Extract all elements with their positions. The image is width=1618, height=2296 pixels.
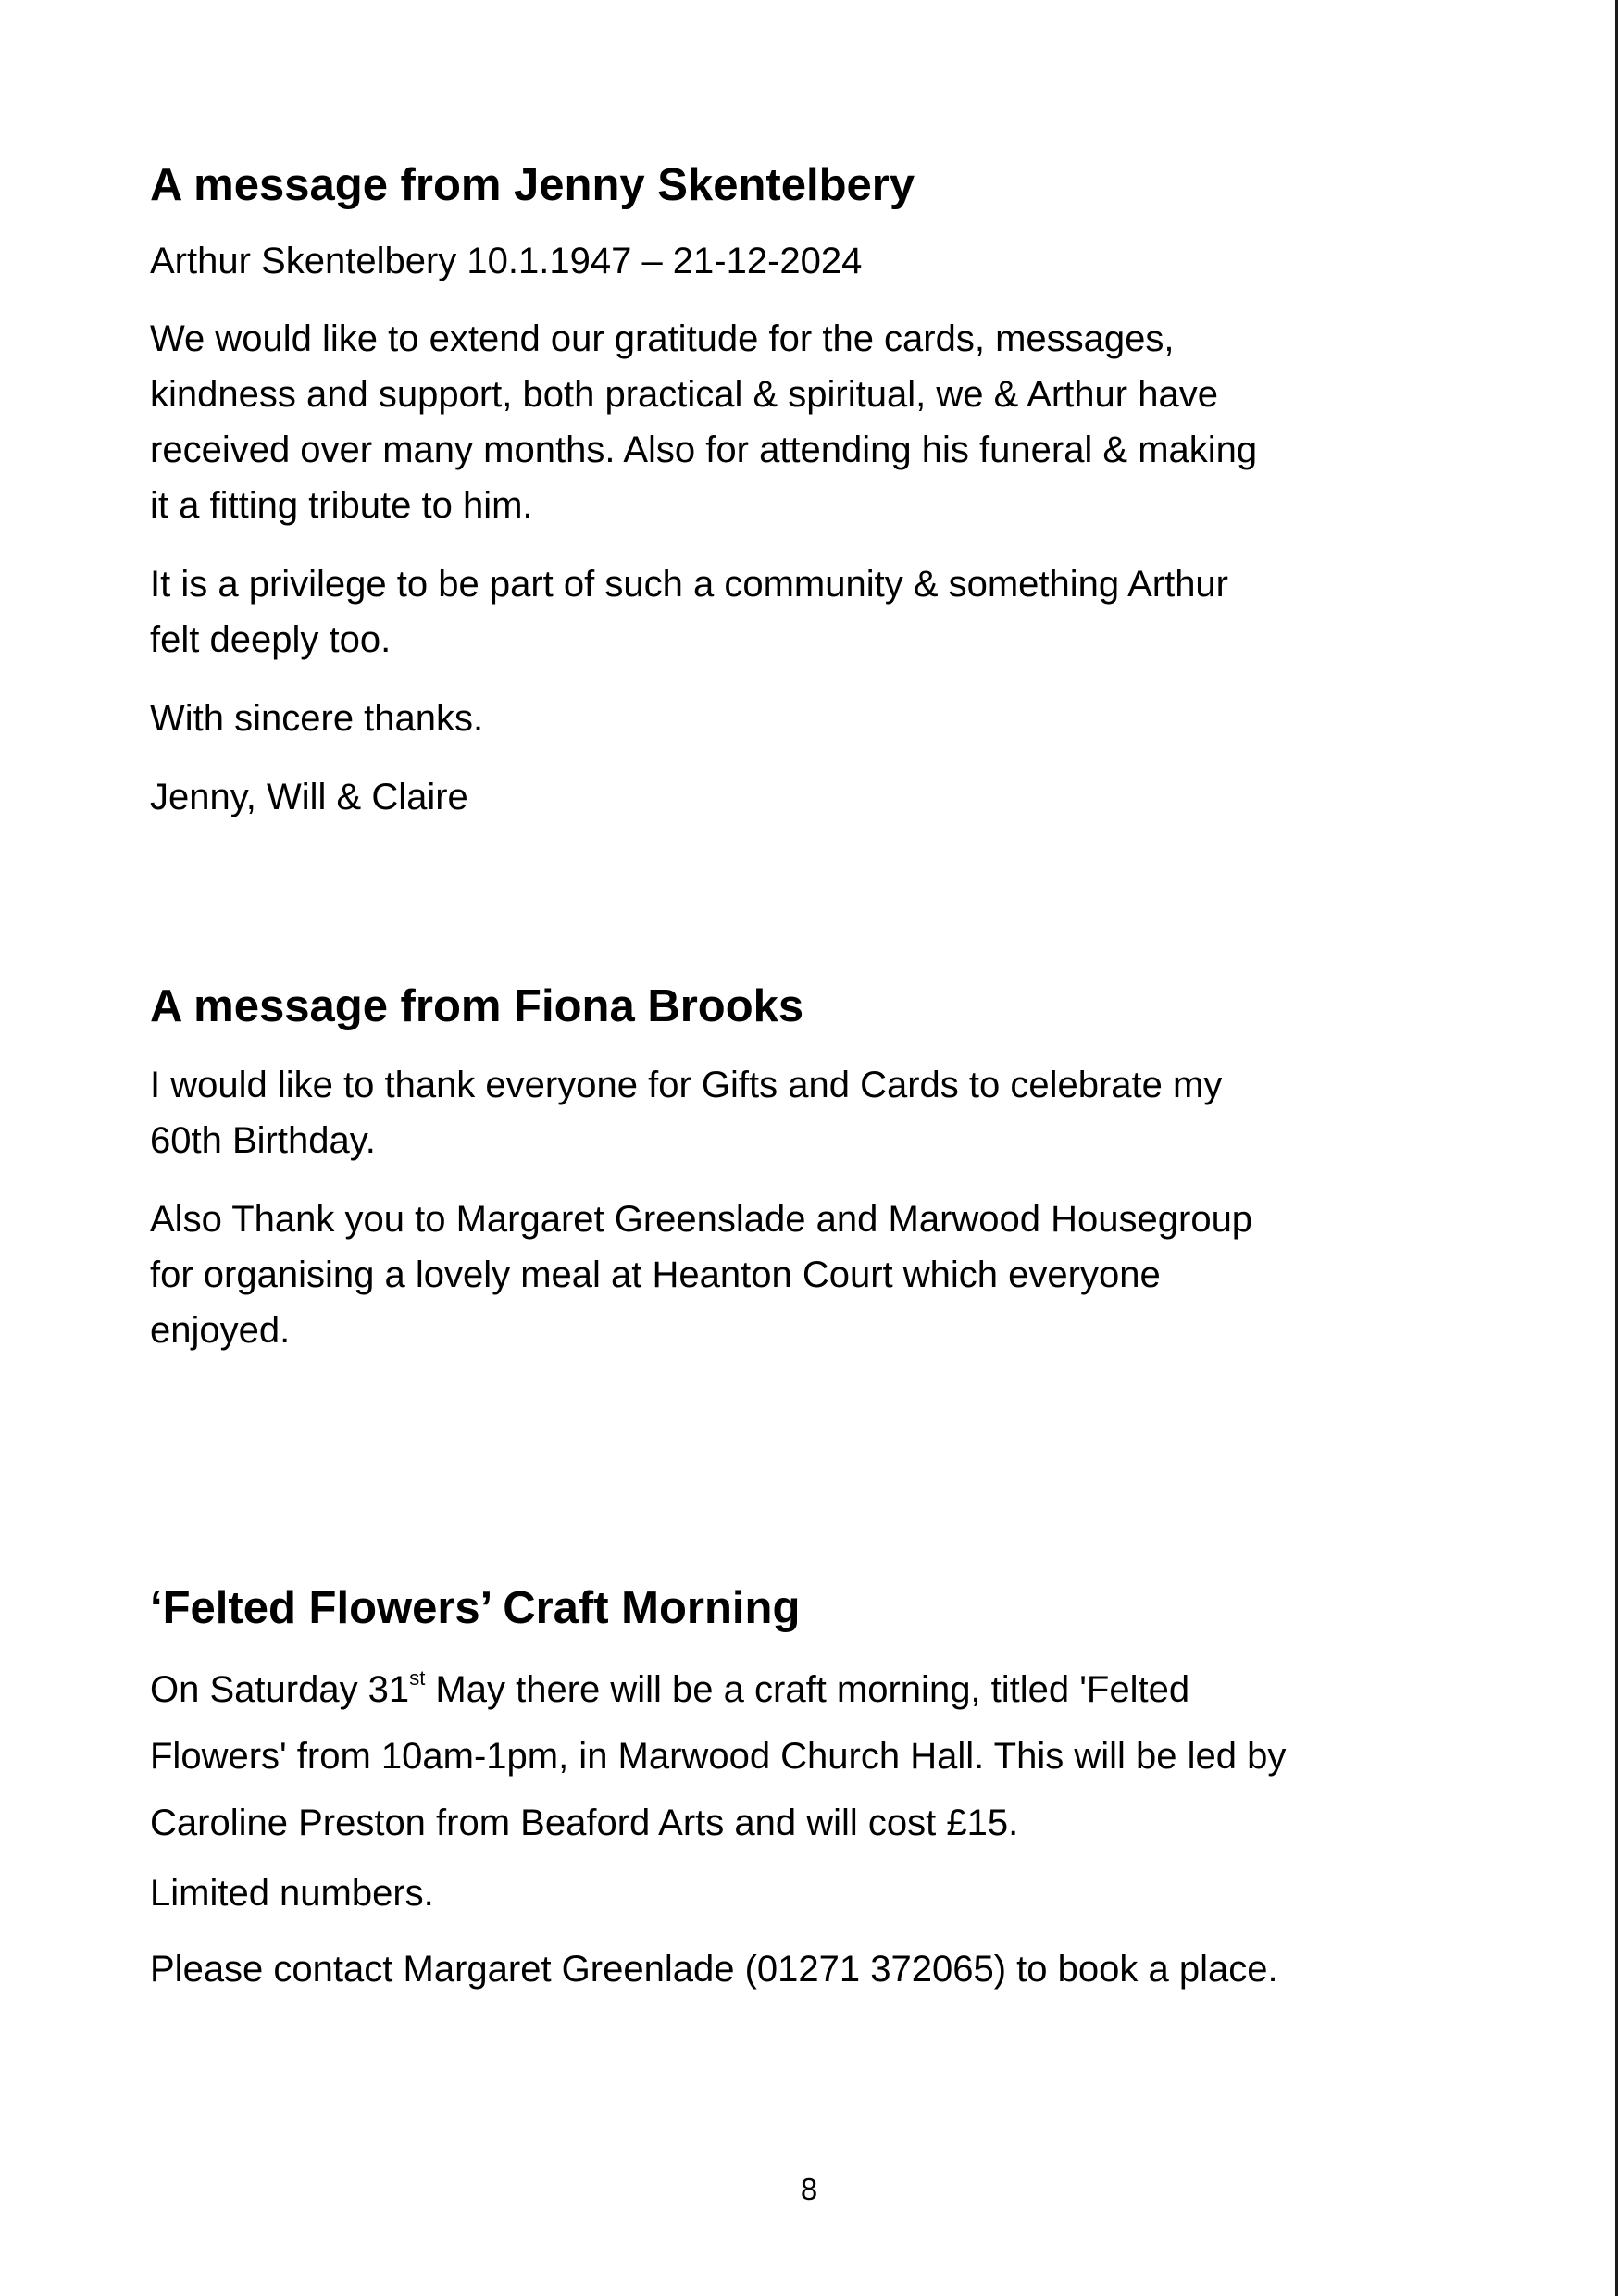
text-span: On Saturday 31 (150, 1669, 410, 1710)
limited-numbers-line: Limited numbers. (150, 1873, 434, 1914)
thanks-line: With sincere thanks. (150, 698, 484, 739)
signature-line: Jenny, Will & Claire (150, 777, 468, 817)
text-span: May there will be a craft morning, titled 'Felted (425, 1669, 1190, 1710)
page-number: 8 (800, 2172, 818, 2206)
birthday-paragraph (150, 1057, 1483, 1168)
contact-line: Please contact Margaret Greenlade (01271 372065) to book a place. (150, 1949, 1278, 1990)
section-fiona-brooks (150, 979, 1483, 1358)
section-heading: A message from Fiona Brooks (150, 981, 804, 1031)
paragraph-line: Caroline Preston from Beaford Arts and will cost £15. (150, 1803, 1019, 1843)
section-jenny-skentelbery (150, 157, 1483, 825)
dates-line: Arthur Skentelbery 10.1.1947 – 21-12-2024 (150, 241, 863, 281)
section-felted-flowers (150, 1580, 1483, 1997)
paragraph-line: I would like to thank everyone for Gifts and Cards to celebrate my (150, 1065, 1223, 1105)
privilege-paragraph (150, 556, 1483, 668)
paragraph-line: received over many months. Also for attending his funeral & making (150, 430, 1258, 470)
paragraph-line: Flowers' from 10am-1pm, in Marwood Church Hall. This will be led by (150, 1736, 1287, 1777)
section-heading: ‘Felted Flowers’ Craft Morning (150, 1583, 801, 1633)
paragraph-line: kindness and support, both practical & spiritual, we & Arthur have (150, 374, 1218, 415)
paragraph-line: enjoyed. (150, 1310, 291, 1351)
paragraph-line: Also Thank you to Margaret Greenslade and Marwood Housegroup (150, 1199, 1253, 1240)
paragraph-line: it a fitting tribute to him. (150, 485, 533, 526)
ordinal-suffix: st (409, 1666, 426, 1690)
paragraph-line (150, 1656, 1483, 1723)
paragraph-line: We would like to extend our gratitude for the cards, messages, (150, 318, 1175, 359)
paragraph-line: felt deeply too. (150, 619, 392, 660)
gratitude-paragraph (150, 311, 1483, 533)
paragraph-line: 60th Birthday. (150, 1120, 376, 1161)
section-heading: A message from Jenny Skentelbery (150, 160, 915, 210)
paragraph-line: for organising a lovely meal at Heanton Court which everyone (150, 1254, 1161, 1295)
craft-morning-paragraph (150, 1656, 1483, 1856)
meal-paragraph (150, 1192, 1483, 1358)
paragraph-line: It is a privilege to be part of such a community & something Arthur (150, 564, 1228, 605)
